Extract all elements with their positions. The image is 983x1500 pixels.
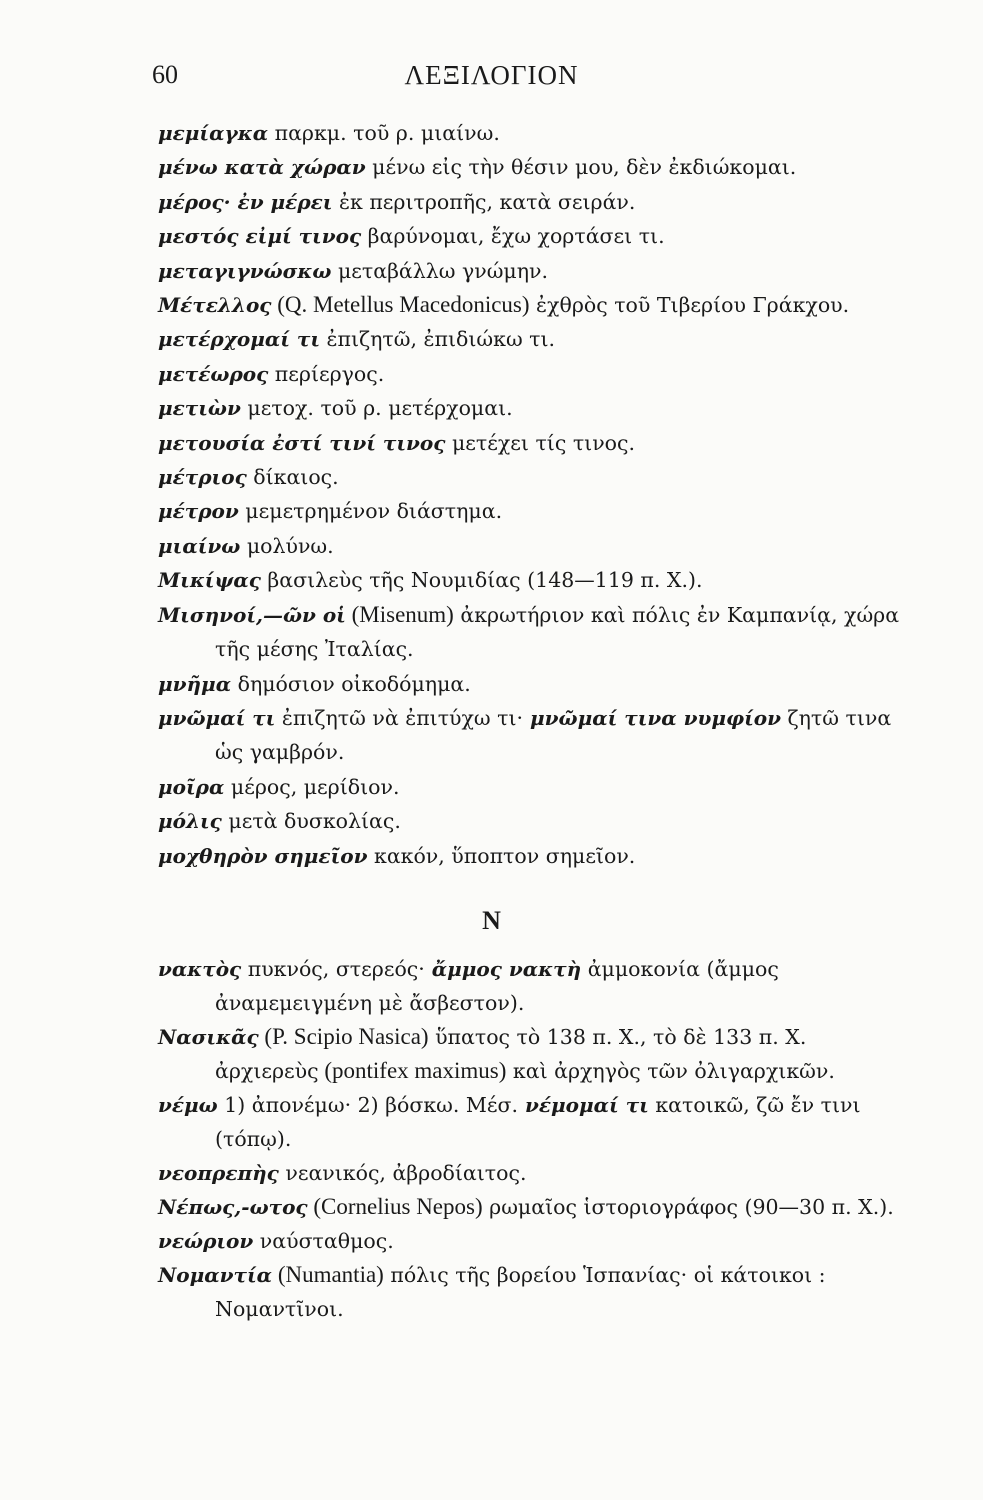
dictionary-entry [158,667,908,701]
entry-lemma: Μισηνοί,—ῶν οἱ [158,602,346,627]
section-m-entries [158,116,908,873]
entry-definition: ἐκ περιτροπῆς, κατὰ σειράν. [332,189,636,214]
entry-lemma: Νασικᾶς [158,1025,259,1049]
entry-definition: μένω εἰς τὴν θέσιν μου, δὲν ἐκδιώκομαι. [365,155,797,180]
page-header [0,52,983,92]
page-number: 60 [152,60,178,89]
entry-lemma: μεμίαγκα [158,121,269,145]
entry-subdefinition: καὶ ἀρχηγὸς τῶν ὀλιγαρχικῶν. [506,1059,835,1083]
entry-definition: πόλις τῆς βορείου Ἱσπανίας· οἱ κάτοικοι : Νομαντῖνοι. [215,1263,826,1321]
entry-definition: μετέχει τίς τινος. [445,430,636,455]
entry-latin-name: (Q. Metellus Macedonicus) [271,292,530,318]
letter-heading-n: N [482,906,501,935]
entry-definition: δίκαιος. [246,465,339,490]
entry-definition: μέρος, μερίδιον. [224,774,400,799]
dictionary-entry [158,1258,908,1326]
entry-lemma: μέτρον [158,499,239,524]
dictionary-entry [158,357,908,391]
entry-definition: 1) ἀπονέμω· 2) βόσκω. Μέσ. [217,1093,519,1117]
entry-definition: μεταβάλλω γνώμην. [331,258,549,283]
entry-definition: πυκνός, στερεός· [241,957,425,981]
entry-lemma: νεώριον [158,1229,254,1253]
entry-definition: βαρύνομαι, ἔχω χορτάσει τι. [361,224,665,249]
entry-lemma: μνῆμα [158,671,232,696]
dictionary-entry [158,288,908,322]
dictionary-entry [158,1224,908,1258]
entry-lemma: νακτὸς [158,957,242,981]
entry-definition: παρκμ. τοῦ ρ. μιαίνω. [268,121,500,145]
entry-definition: μετὰ δυσκολίας. [221,809,401,834]
dictionary-entry [158,770,908,804]
entry-definition: δημόσιον οἰκοδόμημα. [231,671,471,696]
entry-subdefinition: ζητῶ τινα ὡς γαμβρόν. [215,705,892,765]
entry-sublemma: μνῶμαί τινα νυμφίον [523,705,782,730]
entry-lemma: Νομαντία [158,1263,273,1287]
dictionary-entry [158,460,908,494]
section-n-entries [158,952,908,1326]
dictionary-entry [158,1190,908,1224]
entry-lemma: νέμω [158,1093,218,1117]
dictionary-entry [158,563,908,597]
entry-lemma: μέτριος [158,465,247,490]
entry-lemma: Μικίψας [158,568,261,593]
dictionary-entry [158,322,908,356]
dictionary-entry [158,185,908,219]
entry-latin-name: (P. Scipio Nasica) [258,1024,429,1049]
entry-lemma: Μέτελλος [158,293,272,318]
entry-definition: ἐπιζητῶ, ἐπιδιώκω τι. [320,327,556,352]
entry-lemma: μόλις [158,809,222,834]
entry-lemma: μετουσία ἐστί τινί τινος [158,430,446,455]
entry-subdefinition: κατοικῶ, ζῶ ἔν τινι (τόπῳ). [215,1093,861,1151]
entry-lemma: μοχθηρὸν σημεῖον [158,843,368,868]
entry-latin-name: (Misenum) [345,601,454,627]
entry-lemma: μέρος· ἐν μέρει [158,189,333,214]
dictionary-entry [158,1088,908,1156]
entry-definition: νεανικός, ἀβροδίαιτος. [278,1161,527,1185]
dictionary-entry [158,839,908,873]
entry-latin-name: (Cornelius Nepos) [307,1194,483,1219]
entry-lemma: μοῖρα [158,774,225,799]
dictionary-entry [158,116,908,150]
entry-lemma: μετιὼν [158,396,241,421]
dictionary-entry [158,701,908,770]
running-title: ΛΕΞΙΛΟΓΙΟΝ [404,60,579,90]
entry-sublemma: νέμομαί τι [518,1093,649,1117]
dictionary-entry [158,598,908,667]
dictionary-entry [158,804,908,838]
entry-definition: μετοχ. τοῦ ρ. μετέρχομαι. [240,396,513,421]
entry-lemma: μνῶμαί τι [158,705,276,730]
entry-lemma: μετέρχομαί τι [158,327,321,352]
entry-subdefinition: ἀμμοκονία (ἄμμος ἀναμεμειγμένη μὲ ἄσβεστον). [215,957,779,1015]
entry-sublemma: ἄμμος νακτὴ [424,957,582,981]
entry-latin-name: (Numantia) [272,1262,384,1287]
entry-definition: ἐπιζητῶ νὰ ἐπιτύχω τι· [275,705,524,730]
entry-lemma: νεοπρεπὴς [158,1161,279,1185]
entry-lemma: Νέπως,-ωτος [158,1195,308,1219]
entry-lemma: μεταγιγνώσκω [158,258,332,283]
dictionary-entry [158,391,908,425]
entry-lemma: μετέωρος [158,361,269,386]
entry-lemma: μιαίνω [158,533,241,558]
entry-definition: μεμετρημένον διάστημα. [238,499,503,524]
entry-lemma: μένω κατὰ χώραν [158,155,366,180]
entry-definition: ἀκρωτήριον καὶ πόλις ἐν Καμπανίᾳ, χώρα τῆς μέσης Ἰταλίας. [215,602,900,662]
dictionary-entry [158,150,908,184]
dictionary-entry [158,529,908,563]
entry-latin-term: (pontifex maximus) [318,1058,507,1083]
dictionary-entry [158,426,908,460]
dictionary-entry [158,494,908,528]
dictionary-entry [158,952,908,1020]
entry-definition: ρωμαῖος ἱστοριογράφος (90—30 π. Χ.). [482,1195,894,1219]
entry-definition: κακόν, ὕποπτον σημεῖον. [367,843,636,868]
dictionary-entry [158,1156,908,1190]
entry-definition: ἐχθρὸς τοῦ Τιβερίου Γράκχου. [529,293,850,318]
entry-definition: βασιλεὺς τῆς Νουμιδίας (148—119 π. Χ.). [260,568,703,593]
entry-definition: περίεργος. [268,361,385,386]
dictionary-entry [158,254,908,288]
entry-definition: ναύσταθμος. [253,1229,394,1253]
entry-lemma: μεστός εἰμί τινος [158,224,362,249]
entry-definition: μολύνω. [240,533,334,558]
dictionary-entry [158,1020,908,1088]
entry-definition: ὕπατος τὸ 138 π. Χ., τὸ δὲ 133 π. Χ. ἀρχιερεὺς [215,1025,807,1083]
dictionary-entry [158,219,908,253]
